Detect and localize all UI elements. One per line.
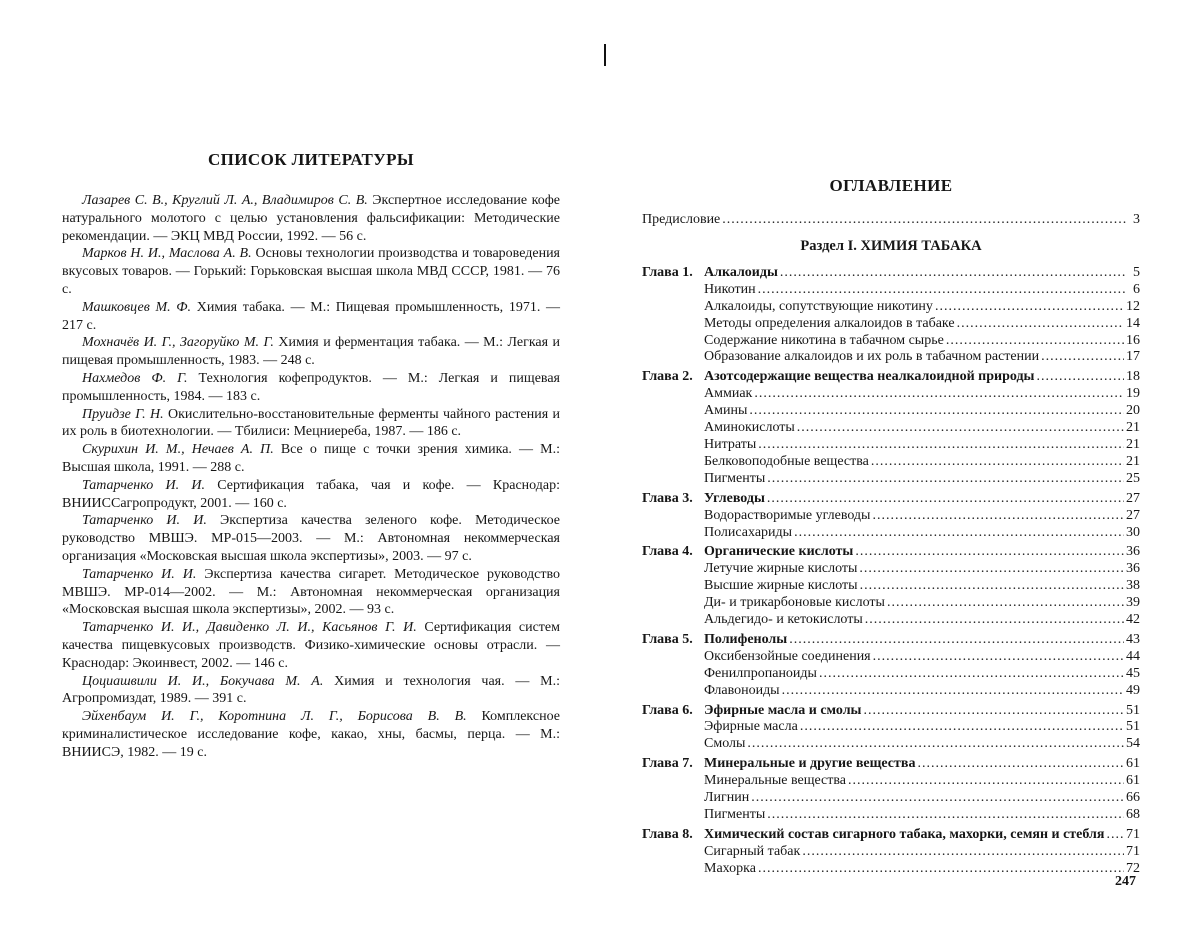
toc-leader bbox=[957, 316, 1124, 333]
toc-entry-label: Смолы bbox=[704, 736, 746, 752]
reference-authors: Пруидзе Г. Н. bbox=[82, 406, 164, 422]
toc-entry bbox=[642, 807, 1140, 824]
toc-chapter-title: Азотсодержащие вещества неалкалоидной природы bbox=[704, 369, 1035, 385]
toc-page-number: 66 bbox=[1126, 790, 1140, 806]
toc-entry-label: Летучие жирные кислоты bbox=[704, 561, 858, 577]
toc-chapter bbox=[642, 827, 1140, 844]
toc-leader bbox=[860, 578, 1124, 595]
toc-chapter-number: Глава 4. bbox=[642, 544, 693, 560]
reference-text: Сертификация систем качества пищевкусовых производств. Физико-химические основы отрасли. — Краснодар: Экоинвест, 2002. — 146 с. bbox=[62, 620, 560, 671]
toc-chapter-heading bbox=[642, 369, 1034, 386]
reference-item bbox=[62, 192, 560, 245]
toc-page-number: 72 bbox=[1126, 860, 1140, 876]
toc-page-number: 71 bbox=[1126, 826, 1140, 842]
toc-chapter-number: Глава 7. bbox=[642, 756, 693, 772]
toc-leader bbox=[767, 807, 1124, 824]
toc-entry-label: Методы определения алкалоидов в табаке bbox=[704, 315, 955, 331]
toc-page-number: 43 bbox=[1126, 631, 1140, 647]
toc-entry-label: Амины bbox=[704, 403, 748, 419]
toc-entry bbox=[642, 454, 1140, 471]
toc-leader bbox=[855, 544, 1124, 561]
toc-entry-label: Эфирные масла bbox=[704, 719, 798, 735]
toc-page-number: 68 bbox=[1126, 807, 1140, 822]
toc-leader bbox=[758, 861, 1124, 878]
toc-section-heading: Раздел I. ХИМИЯ ТАБАКА bbox=[800, 237, 982, 254]
toc-leader bbox=[767, 471, 1124, 488]
reference-authors: Цоциашвили И. И., Бокучава М. А. bbox=[82, 673, 324, 689]
toc-entry bbox=[642, 508, 1140, 525]
toc-entry bbox=[642, 666, 1140, 683]
reference-text: Химия табака. — М.: Пищевая промышленность, 1971. — 217 с. bbox=[62, 299, 561, 333]
toc-chapter-heading bbox=[642, 756, 915, 773]
toc-chapter-title: Органические кислоты bbox=[704, 544, 854, 560]
reference-text: Все о пище с точки зрения химика. — М.: Высшая школа, 1991. — 288 с. bbox=[62, 442, 560, 475]
reference-text: Химия и технология чая. — М.: Агропромиздат, 1989. — 391 с. bbox=[62, 673, 560, 707]
toc-entry-label: Минеральные вещества bbox=[704, 773, 847, 789]
reference-item bbox=[62, 334, 560, 370]
toc-entry-label: Лигнин bbox=[704, 790, 750, 806]
reference-list bbox=[62, 192, 560, 762]
toc-page-number: 17 bbox=[1126, 349, 1140, 365]
toc-chapter-heading bbox=[642, 491, 765, 508]
toc-page-number: 25 bbox=[1126, 470, 1140, 486]
toc-entry bbox=[642, 386, 1140, 403]
toc-leader bbox=[1106, 827, 1124, 844]
toc-chapter-number: Глава 2. bbox=[642, 369, 693, 385]
toc-leader bbox=[917, 756, 1124, 773]
reference-authors: Машковцев М. Ф. bbox=[82, 299, 192, 315]
toc-entry bbox=[642, 595, 1140, 612]
toc-page-number: 61 bbox=[1126, 773, 1140, 789]
toc-entry-label: Ди- и трикарбоновые кислоты bbox=[704, 595, 885, 611]
toc-entry bbox=[642, 299, 1140, 316]
reference-authors: Татарченко И. И. bbox=[82, 477, 205, 493]
toc-entry bbox=[642, 349, 1140, 366]
toc-entry-label: Фенилпропаноиды bbox=[704, 665, 817, 681]
toc-page-number: 16 bbox=[1126, 332, 1140, 348]
toc-chapter-number: Глава 5. bbox=[642, 631, 693, 647]
toc-leader bbox=[946, 333, 1124, 350]
toc-entry bbox=[642, 649, 1140, 666]
toc-entry bbox=[642, 773, 1140, 790]
toc-leader bbox=[794, 525, 1124, 542]
reference-text: Основы технологии производства и товароведения вкусовых товаров. — Горький: Горьковская высшая школа МВД СССР, 1981. — 76 с. bbox=[62, 246, 560, 297]
reference-item bbox=[62, 566, 560, 619]
toc-page-number: 19 bbox=[1126, 386, 1140, 402]
toc-leader bbox=[1041, 349, 1124, 366]
reference-item bbox=[62, 245, 560, 298]
toc-entry bbox=[642, 316, 1140, 333]
toc-entry-label: Аммиак bbox=[704, 386, 753, 402]
toc-page-number: 6 bbox=[1133, 281, 1140, 297]
toc-chapter-list bbox=[642, 265, 1140, 878]
toc-preface-page: 3 bbox=[1133, 212, 1140, 227]
toc-entry-label: Никотин bbox=[704, 281, 756, 297]
toc-entry-label: Белковоподобные вещества bbox=[704, 453, 869, 469]
toc-chapter bbox=[642, 369, 1140, 386]
toc-entry-label: Высшие жирные кислоты bbox=[704, 578, 858, 594]
toc-leader bbox=[722, 212, 1126, 229]
toc-chapter-title: Химический состав сигарного табака, махорки, семян и стебля bbox=[704, 826, 1105, 842]
toc-page-number: 45 bbox=[1126, 665, 1140, 681]
reference-item bbox=[62, 673, 560, 709]
toc-page-number: 36 bbox=[1126, 544, 1140, 560]
toc-leader bbox=[873, 649, 1124, 666]
toc-page-number: 36 bbox=[1126, 561, 1140, 577]
toc-entry bbox=[642, 736, 1140, 753]
toc-chapter bbox=[642, 756, 1140, 773]
toc-entry-label: Нитраты bbox=[704, 436, 757, 452]
toc-page-number: 39 bbox=[1126, 595, 1140, 611]
toc-page-number: 71 bbox=[1126, 843, 1140, 859]
toc-page-number: 21 bbox=[1126, 453, 1140, 469]
toc-leader bbox=[789, 632, 1124, 649]
toc-leader bbox=[754, 386, 1124, 403]
toc-chapter-title: Эфирные масла и смолы bbox=[704, 702, 862, 718]
toc-entry bbox=[642, 844, 1140, 861]
toc-entry-label: Альдегидо- и кетокислоты bbox=[704, 612, 863, 628]
toc-leader bbox=[751, 790, 1124, 807]
toc-leader bbox=[767, 491, 1124, 508]
toc-entry-label: Полисахариды bbox=[704, 524, 793, 540]
toc-chapter bbox=[642, 632, 1140, 649]
toc-leader bbox=[797, 420, 1124, 437]
toc-chapter bbox=[642, 491, 1140, 508]
reference-text: Комплексное криминалистическое исследование кофе, какао, хны, басмы, перца. — М.: ВНИИСЭ, 1982. — 19 с. bbox=[62, 709, 560, 760]
toc-chapter bbox=[642, 544, 1140, 561]
toc-leader bbox=[758, 437, 1124, 454]
toc-leader bbox=[865, 612, 1124, 629]
toc-leader bbox=[872, 508, 1124, 525]
bibliography-page bbox=[62, 150, 560, 762]
reference-item bbox=[62, 619, 560, 672]
reference-item bbox=[62, 512, 560, 565]
toc-chapter-heading bbox=[642, 544, 853, 561]
toc-page-number: 21 bbox=[1126, 436, 1140, 452]
reference-authors: Эйхенбаум И. Г., Коротнина Л. Г., Борисова В. В. bbox=[82, 709, 467, 725]
toc-page-number: 12 bbox=[1126, 298, 1140, 314]
toc-leader bbox=[1036, 369, 1124, 386]
reference-text: Экспертное исследование кофе натурального молотого с целью установления фальсификации: Методические рекомендации. — ЭКЦ МВД России, 1992. — 56 с. bbox=[62, 193, 560, 244]
reference-item bbox=[62, 477, 560, 513]
toc-chapter-number: Глава 3. bbox=[642, 490, 693, 506]
toc-page-number: 61 bbox=[1126, 756, 1140, 772]
toc-entry bbox=[642, 861, 1140, 878]
toc-leader bbox=[864, 703, 1125, 720]
toc-chapter-number: Глава 8. bbox=[642, 826, 693, 842]
toc-leader bbox=[802, 844, 1124, 861]
toc-entry bbox=[642, 471, 1140, 488]
bibliography-title: СПИСОК ЛИТЕРАТУРЫ bbox=[207, 150, 415, 169]
toc-preface-label: Предисловие bbox=[642, 212, 721, 227]
reference-authors: Марков Н. И., Маслова А. В. bbox=[82, 246, 252, 262]
reference-authors: Татарченко И. И., Давиденко Л. И., Касьянов Г. И. bbox=[82, 620, 417, 636]
toc-chapter-title: Углеводы bbox=[704, 490, 765, 506]
reference-text: Сертификация табака, чая и кофе. — Краснодар: ВНИИСCагропродукт, 2001. — 160 с. bbox=[62, 477, 560, 511]
toc-page-number: 27 bbox=[1126, 507, 1140, 523]
toc-chapter-number: Глава 6. bbox=[642, 702, 693, 718]
toc-page-number: 42 bbox=[1126, 612, 1140, 628]
toc-chapter-title: Алкалоиды bbox=[704, 264, 778, 280]
toc-page-number: 54 bbox=[1126, 736, 1140, 752]
toc-page-number: 27 bbox=[1126, 490, 1140, 506]
toc-leader bbox=[782, 683, 1124, 700]
toc-entry bbox=[642, 578, 1140, 595]
toc-entry bbox=[642, 790, 1140, 807]
toc-chapter-heading bbox=[642, 703, 862, 720]
toc-leader bbox=[848, 773, 1124, 790]
toc-entry bbox=[642, 719, 1140, 736]
toc-page-number: 38 bbox=[1126, 578, 1140, 594]
toc-entry bbox=[642, 282, 1140, 299]
reference-item bbox=[62, 406, 560, 442]
toc-page-number: 18 bbox=[1126, 369, 1140, 385]
toc-entry-label: Содержание никотина в табачном сырье bbox=[704, 332, 944, 348]
reference-text: Экспертиза качества зеленого кофе. Методическое руководство МВШЭ. МР-015—2003. — М.: Автономная некоммерческая организация «Московская высшая школа экспертизы», 2003. — 97 с. bbox=[62, 513, 560, 564]
toc-chapter-heading bbox=[642, 827, 1104, 844]
toc-page-number: 44 bbox=[1126, 648, 1140, 664]
toc-chapter bbox=[642, 703, 1140, 720]
toc-leader bbox=[758, 282, 1126, 299]
toc-leader bbox=[800, 719, 1124, 736]
toc-page-number: 51 bbox=[1126, 719, 1140, 735]
toc-entry bbox=[642, 612, 1140, 629]
toc-entry bbox=[642, 333, 1140, 350]
reference-item bbox=[62, 370, 560, 406]
binding-mark bbox=[604, 44, 606, 66]
reference-authors: Лазарев С. В., Круглий Л. А., Владимиров С. В. bbox=[82, 193, 368, 208]
toc-entry-label: Пигменты bbox=[704, 807, 766, 822]
toc-page-number: 49 bbox=[1126, 682, 1140, 698]
toc-entry bbox=[642, 561, 1140, 578]
toc-entry-label: Водорастворимые углеводы bbox=[704, 507, 871, 523]
toc-entry bbox=[642, 420, 1140, 437]
toc-entry-label: Флавоноиды bbox=[704, 682, 780, 698]
reference-text: Окислительно-восстановительные ферменты чайного растения и их роль в биотехнологии. — Тбилиси: Мецниереба, 1987. — 186 с. bbox=[62, 406, 560, 440]
toc-page bbox=[642, 176, 1140, 878]
reference-text: Экспертиза качества сигарет. Методическое руководство МВШЭ. МР-014—2002. — М.: Автономная некоммерческая организация «Московская высшая школа экспертизы», 2002. — 93 с. bbox=[62, 566, 561, 618]
reference-authors: Татарченко И. И. bbox=[82, 566, 197, 582]
toc-leader bbox=[780, 265, 1126, 282]
reference-item bbox=[62, 299, 560, 335]
toc-entry-label: Аминокислоты bbox=[704, 420, 795, 436]
reference-item bbox=[62, 441, 560, 477]
toc-leader bbox=[747, 736, 1124, 753]
toc-chapter-title: Полифенолы bbox=[704, 631, 788, 647]
toc-page-number: 20 bbox=[1126, 403, 1140, 419]
toc-leader bbox=[859, 561, 1124, 578]
toc-entry-label: Сигарный табак bbox=[704, 843, 801, 859]
toc-leader bbox=[871, 454, 1124, 471]
reference-authors: Нахмедов Ф. Г. bbox=[82, 370, 188, 386]
reference-authors: Мохначёв И. Г., Загоруйко М. Г. bbox=[82, 335, 274, 351]
toc-chapter bbox=[642, 265, 1140, 282]
reference-item bbox=[62, 708, 560, 761]
toc-entry-label: Алкалоиды, сопутствующие никотину bbox=[704, 298, 933, 314]
toc-page-number: 14 bbox=[1126, 315, 1140, 331]
toc-leader bbox=[819, 666, 1124, 683]
reference-text: Химия и ферментация табака. — М.: Легкая и пищевая промышленность, 1983. — 248 с. bbox=[62, 335, 560, 369]
toc-chapter-title: Минеральные и другие вещества bbox=[704, 756, 916, 772]
toc-page-number: 5 bbox=[1133, 264, 1140, 280]
toc-entry-label: Образование алкалоидов и их роль в табачном растении bbox=[704, 349, 1040, 365]
toc-page-number: 30 bbox=[1126, 524, 1140, 540]
toc-entry bbox=[642, 437, 1140, 454]
toc-leader bbox=[887, 595, 1124, 612]
toc-leader bbox=[749, 403, 1124, 420]
toc-entry-label: Махорка bbox=[704, 860, 756, 876]
toc-entry-label: Пигменты bbox=[704, 470, 766, 486]
toc-title: ОГЛАВЛЕНИЕ bbox=[829, 176, 953, 195]
toc-chapter-number: Глава 1. bbox=[642, 264, 693, 280]
toc-chapter-heading bbox=[642, 632, 787, 649]
toc-leader bbox=[935, 299, 1124, 316]
toc-page-number: 51 bbox=[1126, 702, 1140, 718]
toc-entry bbox=[642, 683, 1140, 700]
page-number: 247 bbox=[1115, 874, 1136, 889]
toc-entry-label: Оксибензойные соединения bbox=[704, 648, 871, 664]
reference-authors: Татарченко И. И. bbox=[82, 513, 207, 529]
toc-preface bbox=[642, 212, 1140, 229]
toc-page-number: 21 bbox=[1126, 420, 1140, 436]
reference-authors: Скурихин И. М., Нечаев А. П. bbox=[82, 442, 274, 458]
toc-entry bbox=[642, 403, 1140, 420]
toc-entry bbox=[642, 525, 1140, 542]
reference-text: Технология кофепродуктов. — М.: Легкая и пищевая промышленность, 1984. — 183 с. bbox=[62, 370, 560, 404]
toc-chapter-heading bbox=[642, 265, 778, 282]
